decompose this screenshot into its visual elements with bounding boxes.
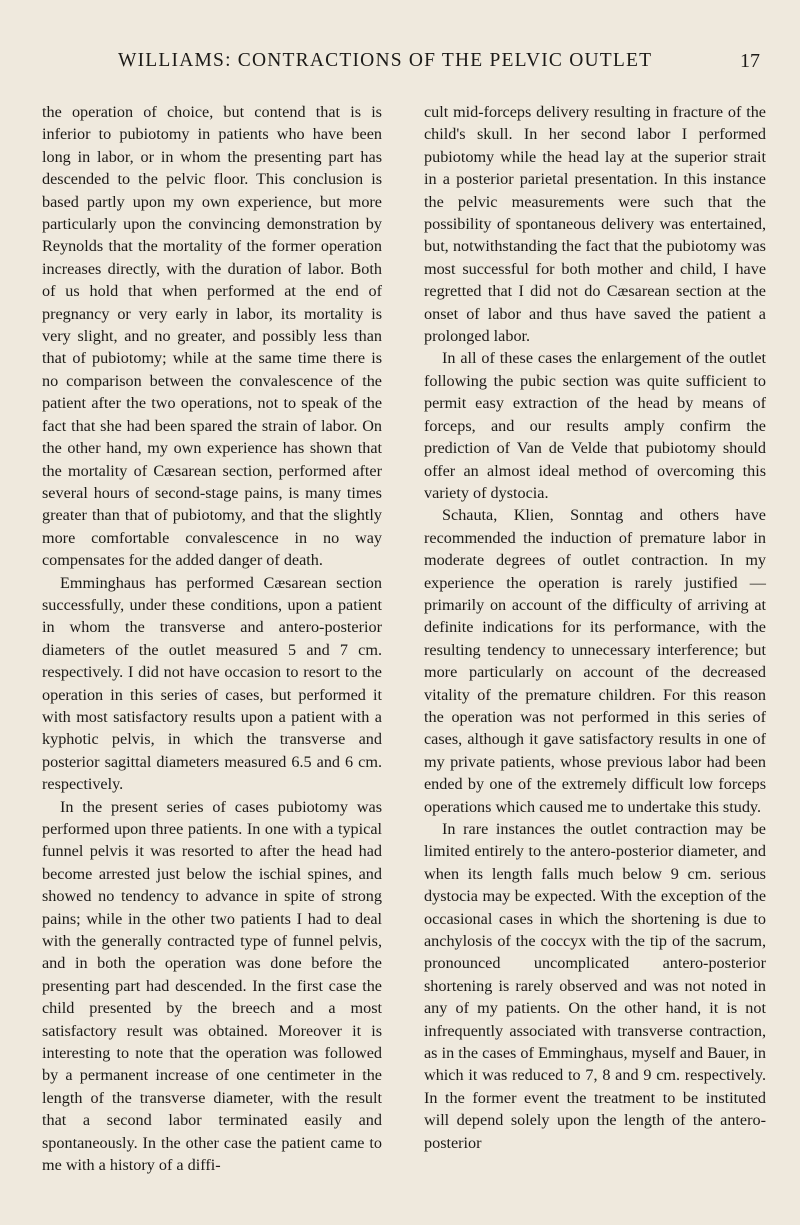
page-number: 17 (740, 50, 760, 72)
page-header (0, 50, 800, 82)
right-column (424, 101, 766, 1154)
running-title: WILLIAMS: CONTRACTIONS OF THE PELVIC OUTLET (118, 50, 653, 71)
paragraph: Emminghaus has performed Cæsarean section successfully, under these conditions, upon a patient in whom the transverse and antero-posterior diameters of the outlet measured 5 and 7 cm. respectively. I did not have occasion to resort to the operation in this series of cases, but performed it with most satisfactory results upon a patient with a kyphotic pelvis, in which the transverse and posterior sagittal diameters measured 6.5 and 6 cm. respectively. (42, 573, 382, 794)
paragraph: cult mid-forceps delivery resulting in fracture of the child's skull. In her second labor I performed pubiotomy while the head lay at the superior strait in a posterior parietal presentation. In this instance the pelvic measurements were such that the possibility of spontaneous delivery was entertained, but, notwithstanding the fact that the pubiotomy was most successful for both mother and child, I have regretted that I did not do Cæsarean section at the onset of labor and thus have saved the patient a prolonged labor. (424, 103, 766, 346)
paragraph: In rare instances the outlet contraction may be limited entirely to the antero-posterior diameter, and when its length falls much below 9 cm. serious dystocia may be expected. With the exception of the occasional cases in which the shortening is due to anchylosis of the coccyx with the tip of the sacrum, pronounced uncomplicated antero-posterior shortening is rarely observed and was not noted in any of my patients. On the other hand, it is not infrequently associated with transverse contraction, as in the cases of Emminghaus, myself and Bauer, in which it was reduced to 7, 8 and 9 cm. respectively. In the former event the treatment to be instituted will depend solely upon the length of the antero-posterior (424, 820, 766, 1152)
paragraph: the operation of choice, but contend that is is inferior to pubiotomy in patients who have been long in labor, or in whom the presenting part has descended to the pelvic floor. This conclusion is based partly upon my own experience, but more particularly upon the convincing demonstration by Reynolds that the mortality of the former operation increases directly, with the duration of labor. Both of us hold that when performed at the end of pregnancy or very early in labor, its mortality is very slight, and no greater, and possibly less than that of pubiotomy; while at the same time there is no comparison between the convalescence of the patient after the two operations, not to speak of the fact that she had been spared the strain of labor. On the other hand, my own experience has shown that the mortality of Cæsarean section, performed after several hours of second-stage pains, is many times greater than that of pubiotomy, and that the slightly more comfortable convalescence in no way compensates for the added danger of death. (42, 103, 382, 570)
paragraph: In all of these cases the enlargement of the outlet following the pubic section was quite sufficient to permit easy extraction of the head by means of forceps, and our results amply confirm the prediction of Van de Velde that pubiotomy should offer an almost ideal method of overcoming this variety of dystocia. (424, 349, 766, 502)
left-column (42, 101, 382, 1177)
paragraph: Schauta, Klien, Sonntag and others have recommended the induction of premature labor in moderate degrees of outlet contraction. In my experience the operation is rarely justified — primarily on account of the difficulty of arriving at definite indications for its performance, with the resulting tendency to unnecessary interference; but more particularly on account of the decreased vitality of the premature children. For this reason the operation was not performed in this series of cases, although it gave satisfactory results in one of my private patients, whose previous labor had been ended by one of the extremely difficult low forceps operations which caused me to undertake this study. (424, 506, 766, 816)
paragraph: In the present series of cases pubiotomy was performed upon three patients. In one with a typical funnel pelvis it was resorted to after the head had become arrested just below the ischial spines, and showed no tendency to advance in spite of strong pains; while in the other two patients I had to deal with the generally contracted type of funnel pelvis, and in both the operation was done before the presenting part had descended. In the first case the child presented by the breech and a most satisfactory result was obtained. Moreover it is interesting to note that the operation was followed by a permanent increase of one centimeter in the length of the transverse diameter, with the result that a second labor terminated easily and spontaneously. In the other case the patient came to me with a history of a diffi- (42, 797, 382, 1175)
